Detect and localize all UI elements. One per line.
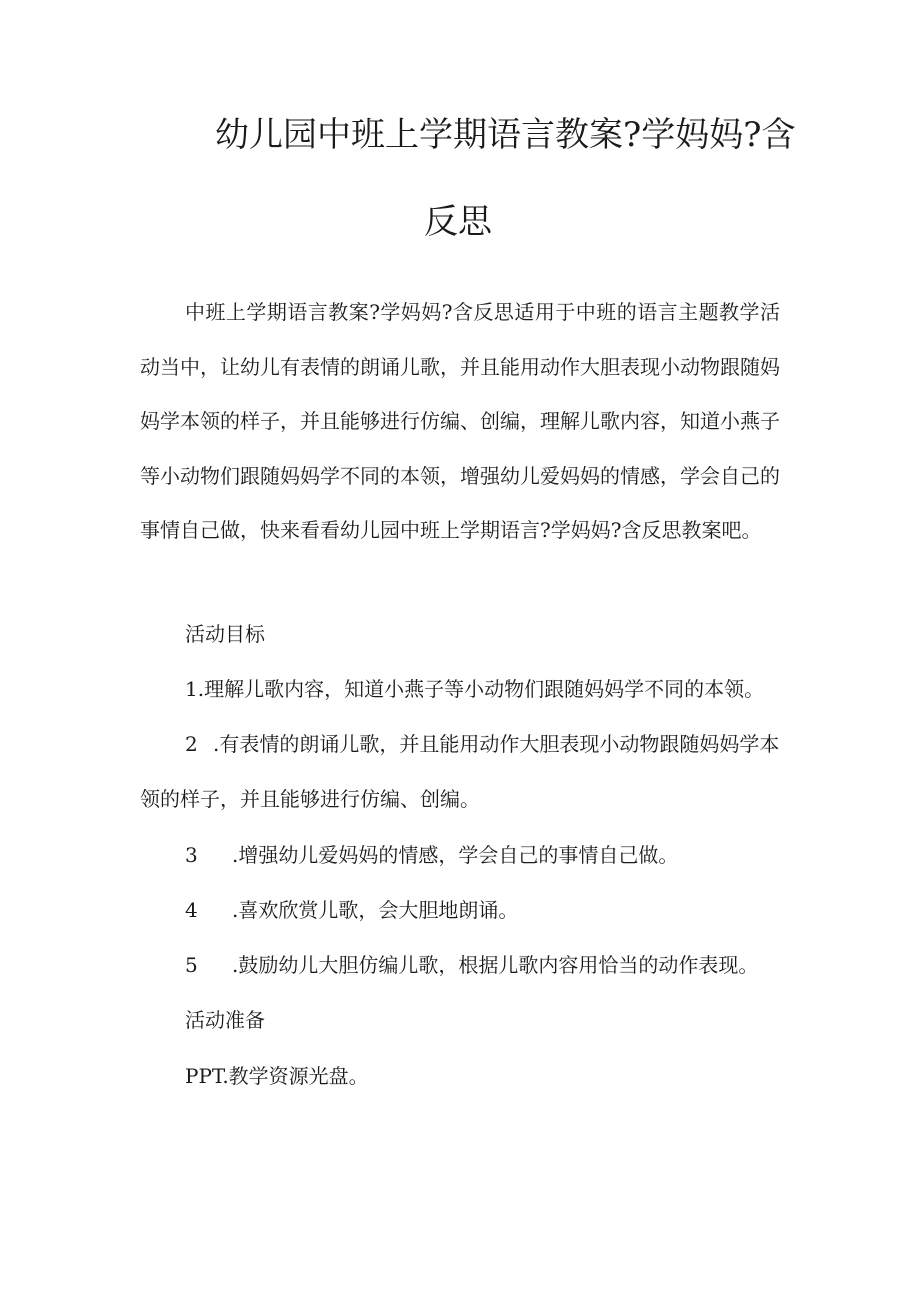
- goal-item-4: .喜欢欣赏儿歌，会大胆地朗诵。: [232, 898, 519, 922]
- section-heading-prep: 活动准备: [185, 1008, 265, 1032]
- goal-item-5: .鼓励幼儿大胆仿编儿歌，根据儿歌内容用恰当的动作表现。: [232, 953, 759, 977]
- goal-number-3: 3: [185, 843, 198, 867]
- goal-item-1: 1.理解儿歌内容，知道小燕子等小动物们跟随妈妈学不同的本领。: [185, 677, 765, 701]
- goal-item-2: .有表情的朗诵儿歌，并且能用动作大胆表现小动物跟随妈妈学本: [213, 732, 780, 756]
- title-line-2: 反思: [424, 202, 492, 242]
- goal-number-5: 5: [185, 953, 198, 977]
- section-heading-goals: 活动目标: [185, 622, 265, 646]
- prep-item-1: PPT.教学资源光盘。: [185, 1064, 369, 1088]
- goal-item-3: .增强幼儿爱妈妈的情感，学会自己的事情自己做。: [232, 843, 679, 867]
- title-line-1: 幼儿园中班上学期语言教案?学妈妈?含: [215, 115, 796, 155]
- goal-number-2: 2: [185, 732, 198, 756]
- goal-item-2-continued: 领的样子，并且能够进行仿编、创编。: [140, 787, 480, 811]
- goal-number-4: 4: [185, 898, 198, 922]
- intro-paragraph: 中班上学期语言教案?学妈妈?含反思适用于中班的语言主题教学活动当中，让幼儿有表情的朗诵儿歌，并且能用动作大胆表现小动物跟随妈妈学本领的样子，并且能够进行仿编、创编，理解儿歌内容，知道小燕子等小动物们跟随妈妈学不同的本领，增强幼儿爱妈妈的情感，学会自己的事情自己做，快来看看幼儿园中班上学期语言?学妈妈?含反思教案吧。: [140, 300, 780, 542]
